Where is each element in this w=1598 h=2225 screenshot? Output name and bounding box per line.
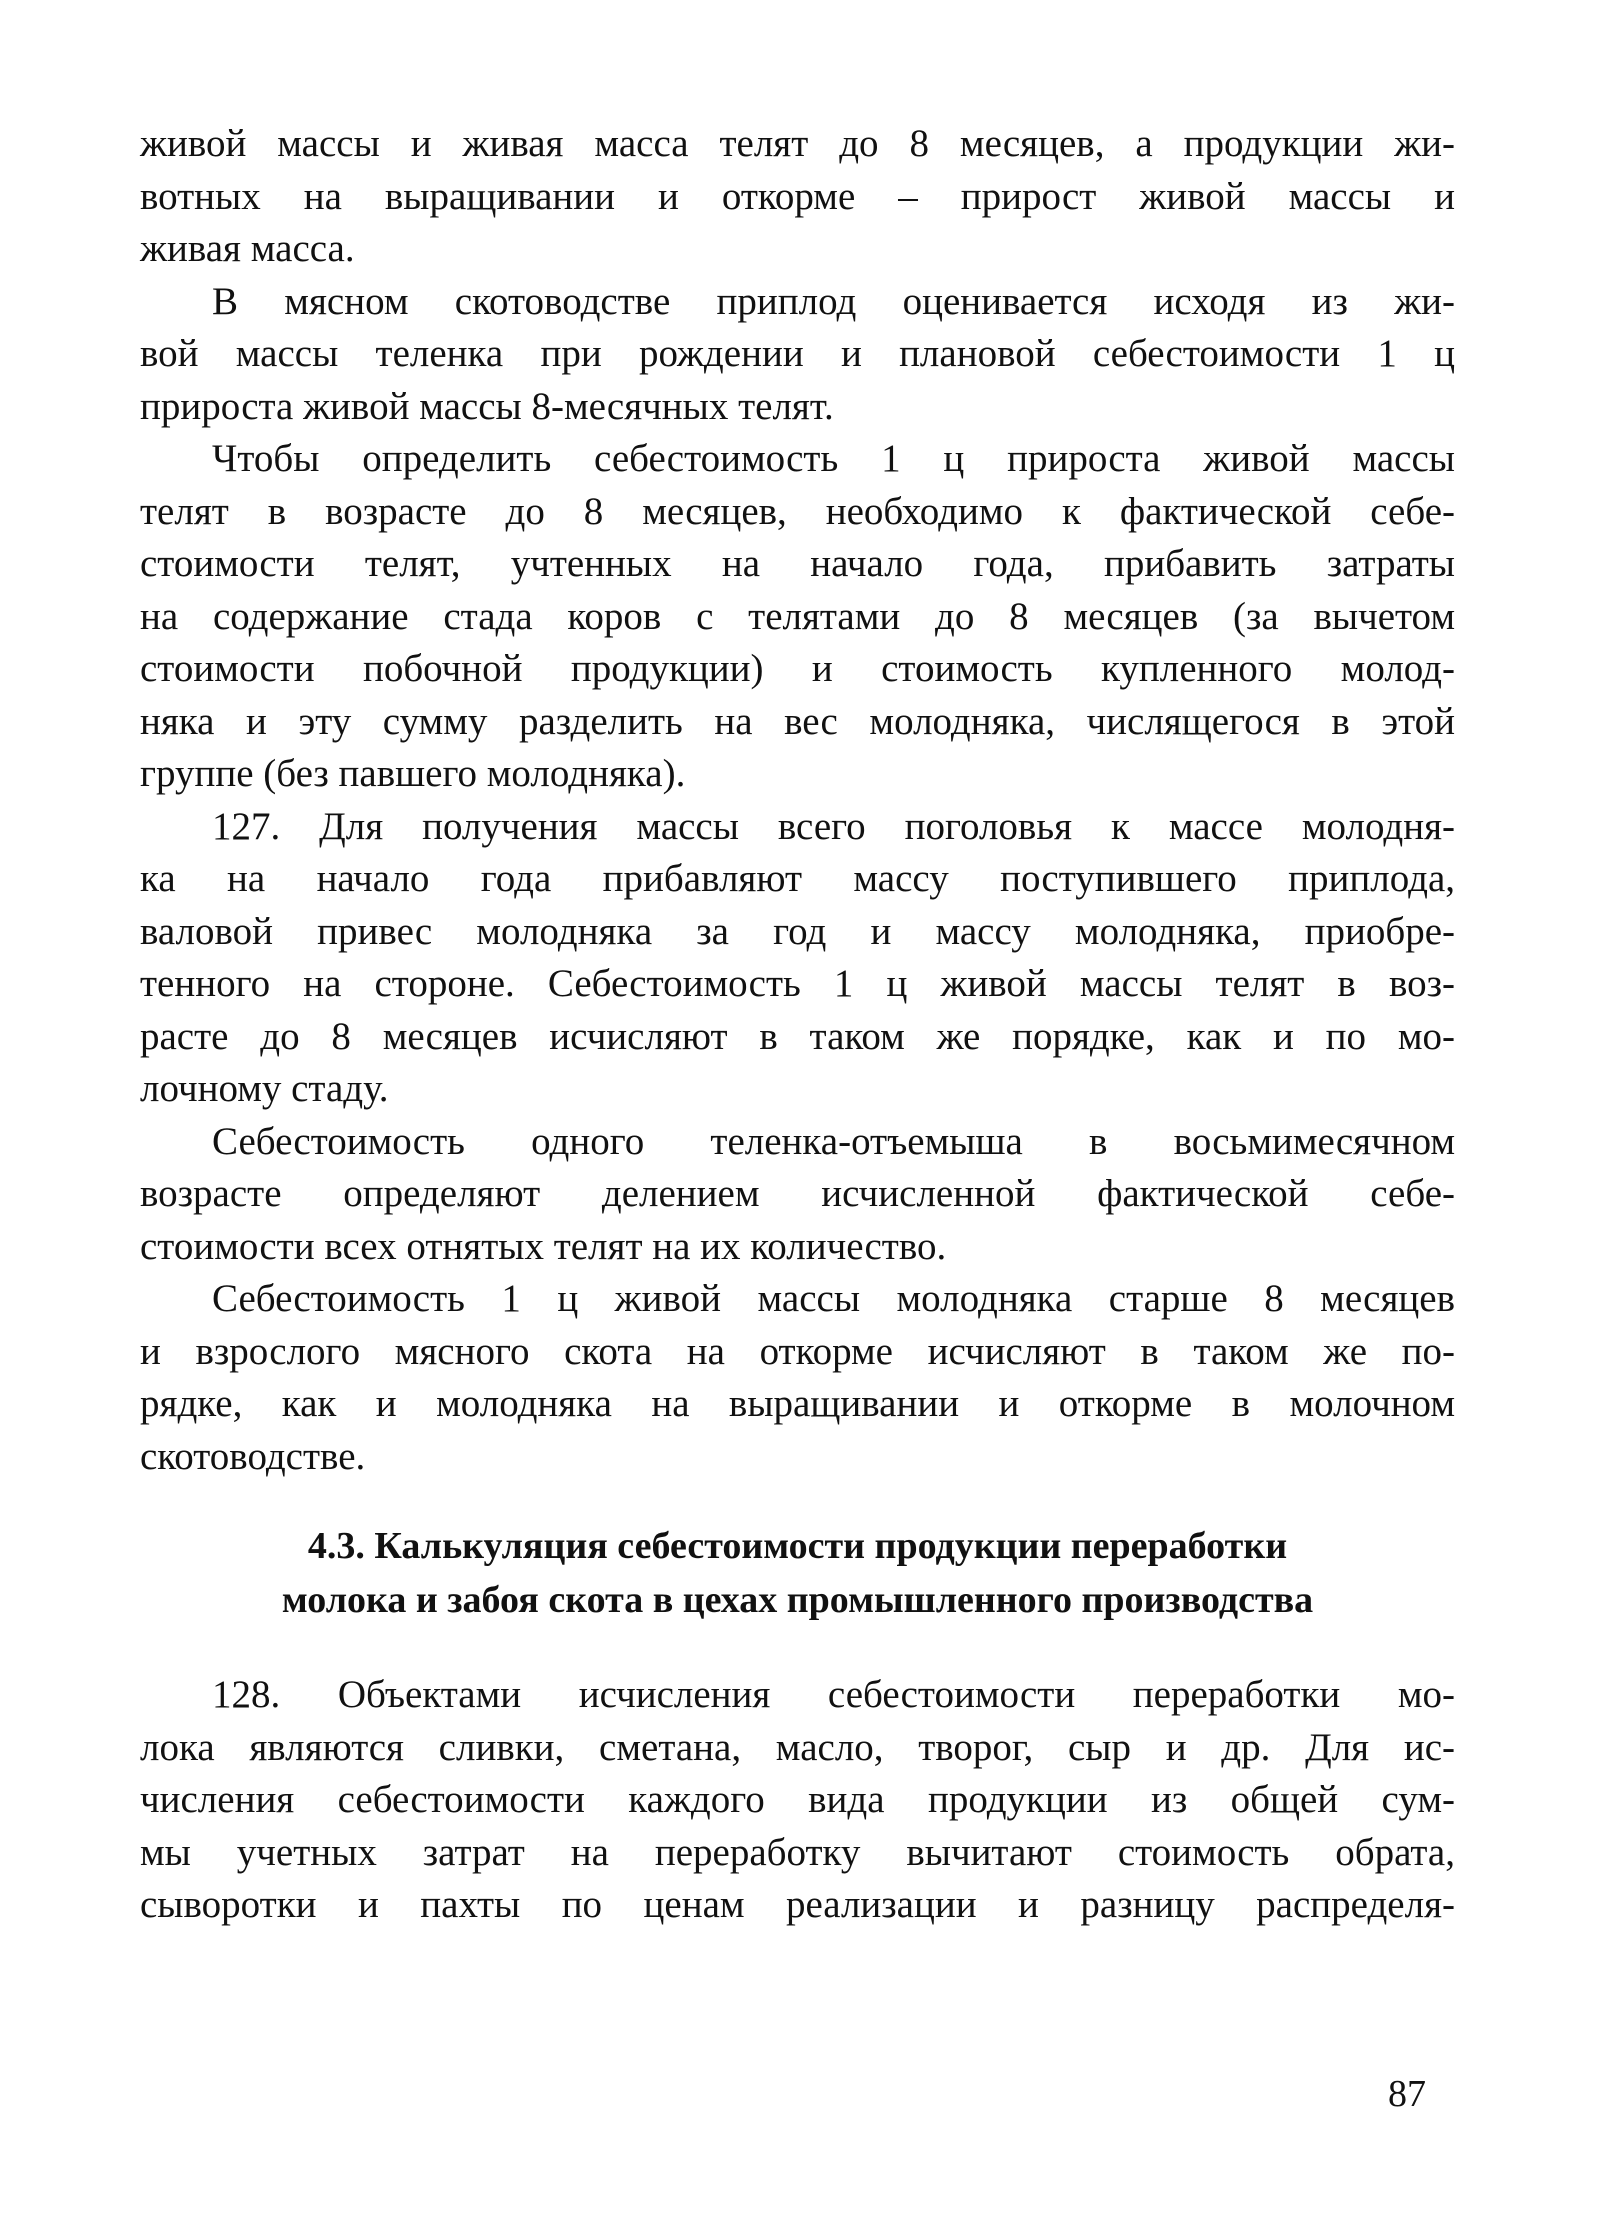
text-line: лока являются сливки, сметана, масло, творог, сыр и др. Для ис- <box>140 1725 1455 1769</box>
text-line: стоимости телят, учтенных на начало года, прибавить затраты <box>140 542 1455 585</box>
text-line: мы учетных затрат на переработку вычитают стоимость обрата, <box>140 1830 1455 1874</box>
text-line: скотоводстве. <box>140 1434 366 1478</box>
section-heading-line: молока и забоя скота в цехах промышленного производства <box>281 1579 1314 1621</box>
text-line: вой массы теленка при рождении и плановой себестоимости 1 ц <box>140 332 1455 375</box>
text-line: тенного на стороне. Себестоимость 1 ц живой массы телят в воз- <box>140 962 1455 1005</box>
section-heading-line: 4.3. Калькуляция себестоимости продукции переработки <box>307 1525 1288 1567</box>
text-line: стоимости побочной продукции) и стоимость купленного молод- <box>140 647 1455 690</box>
text-line: телят в возрасте до 8 месяцев, необходимо к фактической себе- <box>140 489 1455 533</box>
text-line: ка на начало года прибавляют массу поступившего приплода, <box>140 857 1455 900</box>
text-line: стоимости всех отнятых телят на их количество. <box>140 1224 947 1268</box>
text-line: прироста живой массы 8-месячных телят. <box>140 384 834 428</box>
text-line: Себестоимость одного теленка-отъемыша в восьмимесячном <box>212 1119 1455 1163</box>
text-line: 127. Для получения массы всего поголовья к массе молодня- <box>212 804 1455 848</box>
paragraph-calf-cost-calculation <box>140 433 1455 801</box>
paragraph-live-weight-intro <box>140 118 1455 276</box>
text-line: няка и эту сумму разделить на вес молодняка, числящегося в этой <box>140 699 1455 743</box>
paragraph-weaned-calf-cost <box>140 1116 1455 1274</box>
text-line: живая масса. <box>140 227 355 270</box>
text-line: сыворотки и пахты по ценам реализации и разницу распределя- <box>140 1883 1455 1926</box>
text-line: живой массы и живая масса телят до 8 месяцев, а продукции жи- <box>140 122 1455 165</box>
section-heading <box>140 1519 1455 1627</box>
paragraph-127 <box>140 801 1455 1116</box>
text-line: Себестоимость 1 ц живой массы молодняка старше 8 месяцев <box>212 1277 1455 1320</box>
text-line: 128. Объектами исчисления себестоимости переработки мо- <box>212 1673 1455 1716</box>
page-body <box>140 118 1455 1932</box>
text-line: Чтобы определить себестоимость 1 ц прироста живой массы <box>212 437 1455 480</box>
text-line: лочному стаду. <box>140 1067 389 1110</box>
text-line: рядке, как и молодняка на выращивании и откорме в молочном <box>140 1382 1455 1425</box>
text-line: и взрослого мясного скота на откорме исчисляют в таком же по- <box>140 1329 1455 1373</box>
text-line: возрасте определяют делением исчисленной фактической себе- <box>140 1172 1455 1215</box>
page-number: 87 <box>1388 2073 1426 2115</box>
text-line: числения себестоимости каждого вида продукции из общей сум- <box>140 1778 1455 1821</box>
text-line: В мясном скотоводстве приплод оценивается исходя из жи- <box>212 279 1455 323</box>
text-line: вотных на выращивании и откорме – прирост живой массы и <box>140 174 1455 218</box>
text-line: группе (без павшего молодняка). <box>140 752 686 795</box>
paragraph-128 <box>140 1669 1455 1932</box>
text-line: расте до 8 месяцев исчисляют в таком же порядке, как и по мо- <box>140 1014 1455 1058</box>
paragraph-older-cattle-cost <box>140 1273 1455 1483</box>
text-line: валовой привес молодняка за год и массу молодняка, приобре- <box>140 909 1455 953</box>
text-line: на содержание стада коров с телятами до 8 месяцев (за вычетом <box>140 594 1455 638</box>
paragraph-beef-cattle-offspring <box>140 276 1455 434</box>
